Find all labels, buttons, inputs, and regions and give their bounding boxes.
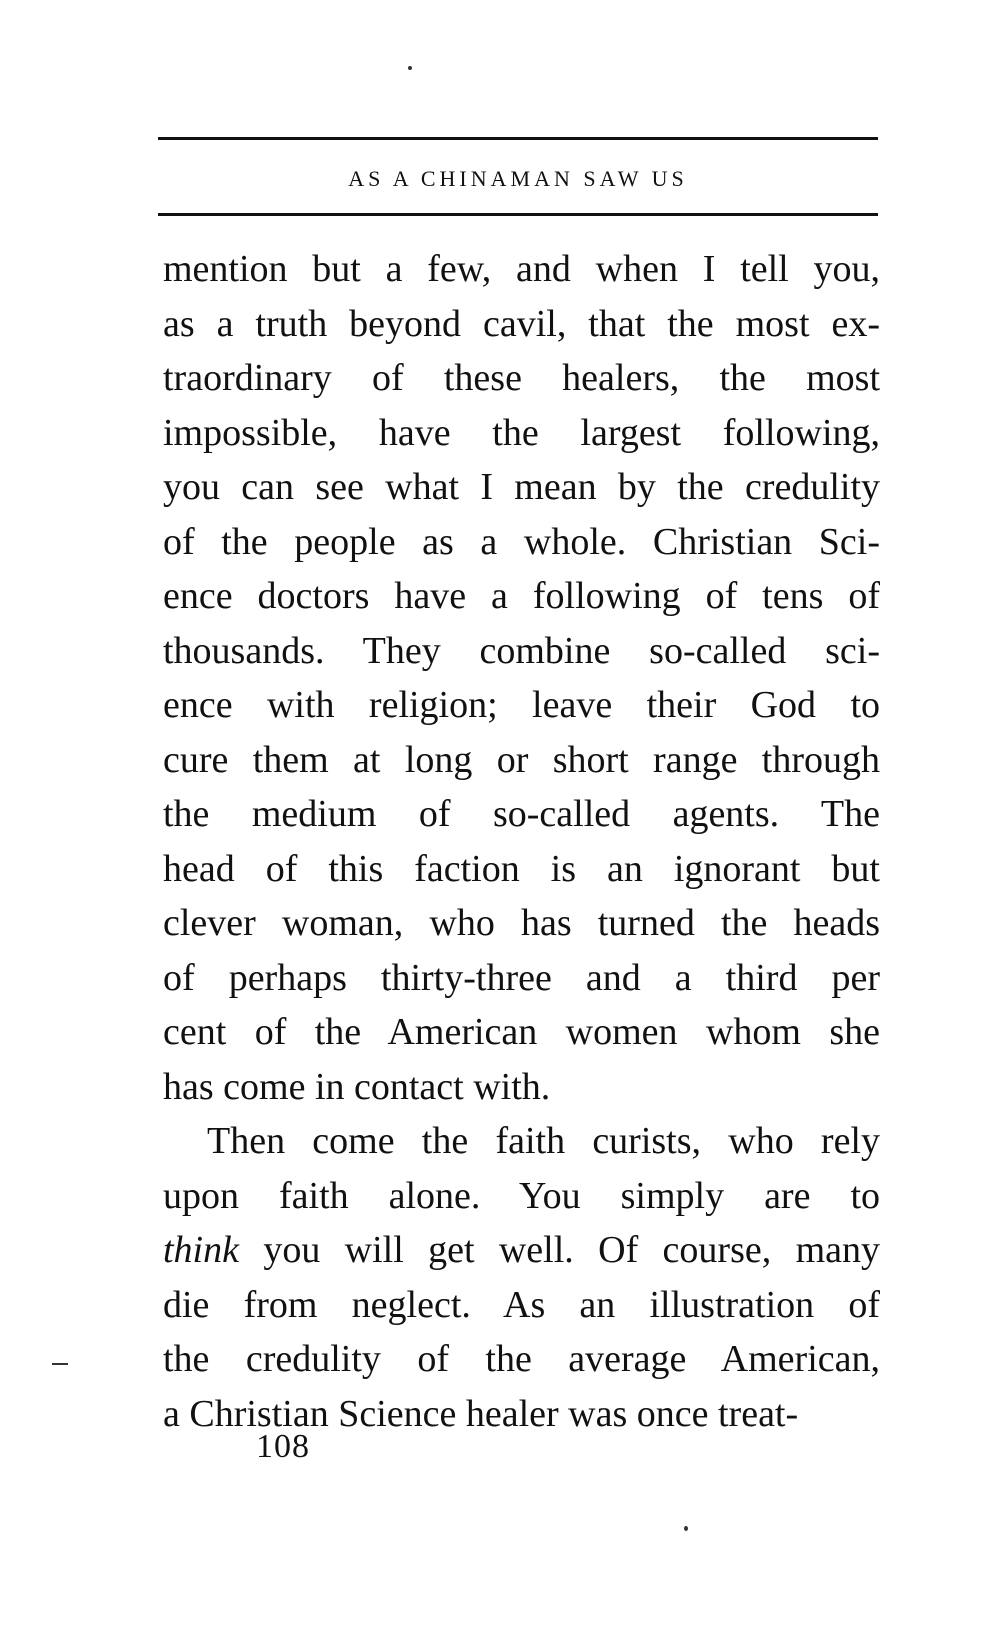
header-rule-top [158, 137, 878, 140]
text-line [163, 569, 880, 624]
text-segment: has come in contact with. [163, 1065, 551, 1108]
text-line [163, 787, 880, 842]
text-segment: ence with religion; leave their God to [163, 684, 880, 726]
text-line [163, 1005, 880, 1060]
text-segment: cent of the American women whom she [163, 1011, 880, 1053]
print-speck [684, 1526, 688, 1531]
print-speck [408, 66, 412, 70]
text-line [163, 515, 880, 570]
text-segment: you will get well. Of course, many [238, 1229, 880, 1271]
margin-mark [52, 1363, 68, 1365]
text-segment: a Christian Science healer was once treat- [163, 1392, 799, 1435]
text-segment: Then come the faith curists, who rely [207, 1120, 880, 1162]
text-segment: impossible, have the largest following, [163, 411, 880, 454]
text-line [163, 624, 880, 679]
text-line [163, 406, 880, 461]
text-line [163, 351, 880, 406]
italic-text: think [163, 1229, 239, 1271]
text-line [163, 1278, 880, 1333]
text-segment: of perhaps thirty-three and a third per [163, 956, 880, 999]
text-line [163, 242, 880, 297]
text-line [163, 1169, 880, 1224]
text-line [163, 1223, 880, 1278]
text-line [163, 460, 880, 515]
header-rule-bottom [158, 213, 878, 216]
text-segment: clever woman, who has turned the heads [163, 902, 880, 944]
running-head: AS A CHINAMAN SAW US [348, 166, 688, 191]
text-segment: the credulity of the average American, [163, 1338, 880, 1380]
text-line [163, 733, 880, 788]
text-line [163, 951, 880, 1006]
text-segment: mention but a few, and when I tell you, [163, 248, 880, 290]
text-segment: head of this faction is an ignorant but [163, 847, 880, 890]
body-text [163, 242, 880, 1441]
text-line [163, 297, 880, 352]
page-number: 108 [256, 1428, 310, 1465]
text-segment: die from neglect. As an illustration of [163, 1283, 880, 1326]
text-segment: as a truth beyond cavil, that the most ex- [163, 302, 880, 345]
text-segment: cure them at long or short range through [163, 738, 880, 781]
text-segment: thousands. They combine so-called sci- [163, 629, 880, 672]
text-segment: you can see what I mean by the credulity [163, 466, 880, 508]
text-line [163, 896, 880, 951]
text-line [163, 1332, 880, 1387]
text-segment: the medium of so-called agents. The [163, 793, 880, 835]
text-line [163, 1060, 880, 1115]
text-line [163, 842, 880, 897]
text-line [163, 678, 880, 733]
text-line [163, 1114, 880, 1169]
text-segment: of the people as a whole. Christian Sci- [163, 520, 880, 563]
text-segment: traordinary of these healers, the most [163, 357, 880, 399]
text-segment: upon faith alone. You simply are to [163, 1174, 880, 1217]
text-segment: ence doctors have a following of tens of [163, 575, 880, 617]
